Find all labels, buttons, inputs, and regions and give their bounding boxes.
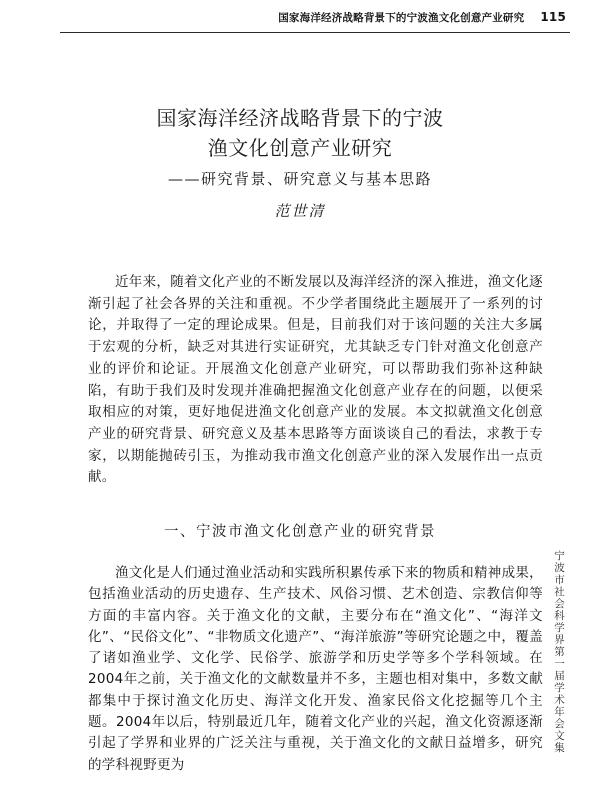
running-header (60, 10, 570, 33)
intro-paragraph: 近年来，随着文化产业的不断发展以及海洋经济的深入推进，渔文化逐渐引起了社会各界的关注和重视。不少学者围绕此主题展开了一系列的讨论，并取得了一定的理论成果。但是，目前我们对于该问题的关注大多属于宏观的分析，缺乏对其进行实证研究，尤其缺乏专门针对渔文化创意产业的评价和论证。开展渔文化创意产业研究，可以帮助我们弥补这种缺陷，有助于我们及时发现并准确把握渔文化创意产业存在的问题，以便采取相应的对策，更好地促进渔文化创意产业的发展。本文拟就渔文化创意产业的研究背景、研究意义及基本思路等方面谈谈自己的看法，求教于专家，以期能抛砖引玉，为推动我市渔文化创意产业的深入发展作出一点贡献。 (88, 274, 543, 486)
article-author: 范世清 (274, 202, 326, 220)
running-header-title: 国家海洋经济战略背景下的宁波渔文化创意产业研究 (278, 12, 525, 24)
side-margin-note: 宁波市社会科学界第一届学术年会文集 (553, 550, 565, 754)
body-paragraph: 渔文化是人们通过渔业活动和实践所积累传承下来的物质和精神成果，包括渔业活动的历史遗存、生产技术、风俗习惯、艺术创造、宗教信仰等方面的丰富内容。关于渔文化的文献，主要分布在“渔文化”、“海洋文化”、“民俗文化”、“非物质文化遗产”、“海洋旅游”等研究论题之中，覆盖了诸如渔业学、文化学、民俗学、旅游学和历史学等多个学科领域。在2004年之前，关于渔文化的文献数量并不多，主题也相对集中，多数文献都集中于探讨渔文化历史、海洋文化开发、渔家民俗文化挖掘等几个主题。2004年以后，特别最近几年，随着文化产业的兴起，渔文化资源逐渐引起了学界和业界的广泛关注与重视，关于渔文化的文献日益增多，研究的学科视野更为 (88, 565, 543, 773)
section-heading: 一、宁波市渔文化创意产业的研究背景 (164, 524, 436, 540)
article-title-line-1: 国家海洋经济战略背景下的宁波 (156, 106, 444, 130)
article-title (0, 103, 600, 163)
article-title-line-2: 渔文化创意产业研究 (207, 136, 393, 160)
page-number: 115 (540, 10, 566, 24)
article-subtitle: ——研究背景、研究意义与基本思路 (167, 170, 432, 188)
